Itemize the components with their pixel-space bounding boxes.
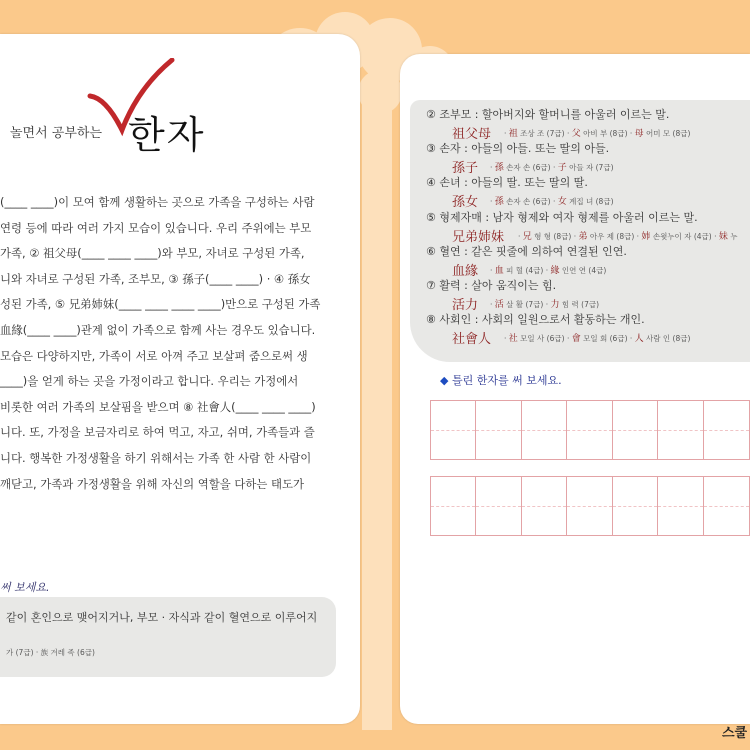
body-line: 성된 가족, ⑤ 兄弟姉妹(____ ____ ____ ____)만으로 구성된 가족 <box>0 297 321 312</box>
vocab-char-list <box>490 160 614 173</box>
writing-grid[interactable] <box>430 400 750 460</box>
body-line: 가족, ② 祖父母(____ ____ ____)와 부모, 자녀로 구성된 가족, <box>0 246 305 261</box>
body-line: 모습은 다양하지만, 가족이 서로 아껴 주고 보살펴 줌으로써 생 <box>0 348 308 363</box>
vocab-char: · 緣 인연 연 (4급) <box>545 265 607 276</box>
page-title: 한자 <box>128 113 206 157</box>
vocab-char-list <box>490 263 606 276</box>
grid-cell[interactable] <box>613 401 658 459</box>
vocab-char: · 活 살 활 (7급) <box>490 300 546 310</box>
vocab-char: · 孫 손자 손 (6급) <box>490 163 553 174</box>
body-line: 깨닫고, 가족과 가정생활을 위해 자신의 역할을 다하는 태도가 <box>0 476 305 491</box>
definition-chars: 가 (7급) · 族 겨레 족 (6급) <box>6 648 95 657</box>
vocab-char: · 會 모일 회 (6급) <box>566 334 630 345</box>
vocab-definition: ⑥ 혈연 : 같은 핏줄에 의하여 연결된 인연. <box>426 244 627 258</box>
grid-cell[interactable] <box>476 477 521 535</box>
writing-grid[interactable] <box>430 476 750 536</box>
grid-cell[interactable] <box>567 477 612 535</box>
vocab-char: · 父 아비 부 (8급) <box>566 129 630 139</box>
vocab-definition: ⑦ 활력 : 살아 움직이는 힘. <box>426 279 557 292</box>
vocab-char-list <box>504 331 690 344</box>
grid-cell[interactable] <box>613 477 658 535</box>
page-subtitle: 놀면서 공부하는 <box>10 126 103 141</box>
grid-cell[interactable] <box>522 401 567 459</box>
definition-box <box>0 597 336 677</box>
vocab-char: · 母 어미 모 (8급) <box>629 129 691 139</box>
body-line: 니와 자녀로 구성된 가족, 조부모, ③ 孫子(____ ____) · ④ 孫女 <box>0 271 311 286</box>
vocab-char-list <box>504 126 690 139</box>
body-line: 니다. 행복한 가정생활을 하기 위해서는 가족 한 사람 한 사람이 <box>0 450 312 465</box>
vocab-definition: ③ 손자 : 아들의 아들. 또는 딸의 아들. <box>426 142 610 156</box>
vocab-hanja-word: 祖父母 <box>452 127 492 142</box>
diamond-icon: ◆ <box>440 374 449 387</box>
grid-cell[interactable] <box>704 477 749 535</box>
vocab-char: · 妹 누 <box>714 231 738 242</box>
body-line: ____)을 얻게 하는 곳을 가정이라고 합니다. 우리는 가정에서 <box>0 374 299 389</box>
vocab-char: · 弟 아우 제 (8급) <box>573 231 637 242</box>
grid-cell[interactable] <box>522 477 567 535</box>
body-line: (____ ____)이 모여 함께 생활하는 곳으로 가족을 구성하는 사람 <box>0 195 315 209</box>
practice-header <box>440 372 562 388</box>
vocab-char: · 社 모일 사 (6급) <box>504 334 567 345</box>
section-header: 써 보세요. <box>0 581 50 594</box>
practice-header-text: 틀린 한자를 써 보세요. <box>451 374 562 387</box>
vocab-char: · 祖 조상 조 (7급) <box>504 129 567 139</box>
vocab-char-list <box>490 297 599 310</box>
body-line: 연령 등에 따라 여러 가지 모습이 있습니다. 우리 주위에는 부모 <box>0 220 312 235</box>
grid-cell[interactable] <box>658 401 703 459</box>
grid-cell[interactable] <box>704 401 749 459</box>
vocab-char: · 子 아들 자 (7급) <box>552 163 614 174</box>
body-line: 血緣(____ ____)관계 없이 가족으로 함께 사는 경우도 있습니다. <box>0 322 316 337</box>
vocab-hanja-word: 兄弟姉妹 <box>452 229 505 245</box>
grid-cell[interactable] <box>658 477 703 535</box>
body-line: 비롯한 여러 가족의 보살핌을 받으며 ⑧ 社會人(____ ____ ____) <box>0 399 316 414</box>
vocab-hanja-word: 社會人 <box>452 332 492 348</box>
vocab-char: · 姉 손윗누이 자 (4급) <box>636 231 715 242</box>
vocab-definition: ⑤ 형제자매 : 남자 형제와 여자 형제를 아울러 이르는 말. <box>426 210 698 224</box>
vocab-definition: ④ 손녀 : 아들의 딸. 또는 딸의 딸. <box>426 176 588 190</box>
vocab-hanja-word: 血緣 <box>452 263 479 279</box>
vocab-char: · 血 피 혈 (4급) <box>490 265 546 276</box>
vocab-char: · 兄 형 형 (8급) <box>518 231 574 242</box>
body-text <box>0 190 322 497</box>
grid-cell[interactable] <box>476 401 521 459</box>
vocab-hanja-word: 活力 <box>452 298 479 313</box>
body-line: 니다. 또, 가정을 보금자리로 하여 먹고, 자고, 쉬며, 가족들과 즐 <box>0 425 315 440</box>
grid-cell[interactable] <box>431 401 476 459</box>
definition-text: 같이 혼인으로 맺어지거나, 부모 · 자식과 같이 혈연으로 이루어지 <box>6 611 318 624</box>
vocab-char: · 女 계집 녀 (8급) <box>552 197 614 208</box>
vocab-hanja-word: 孫子 <box>452 161 479 177</box>
grid-cell[interactable] <box>431 477 476 535</box>
vocab-definition: ⑧ 사회인 : 사회의 일원으로서 활동하는 개인. <box>426 313 645 327</box>
vocab-char-list <box>518 229 738 242</box>
vocab-char-list <box>490 194 614 207</box>
vocab-char: · 力 힘 력 (7급) <box>545 300 600 310</box>
page-title-block <box>0 88 240 168</box>
publisher-mark: 스쿨 <box>722 726 748 741</box>
grid-cell[interactable] <box>567 401 612 459</box>
vocab-hanja-word: 孫女 <box>452 195 479 211</box>
vocab-definition: ② 조부모 : 할아버지와 할머니를 아울러 이르는 말. <box>426 108 670 121</box>
vocab-char: · 孫 손자 손 (6급) <box>490 197 553 208</box>
vocab-char: · 人 사람 인 (8급) <box>629 334 691 345</box>
